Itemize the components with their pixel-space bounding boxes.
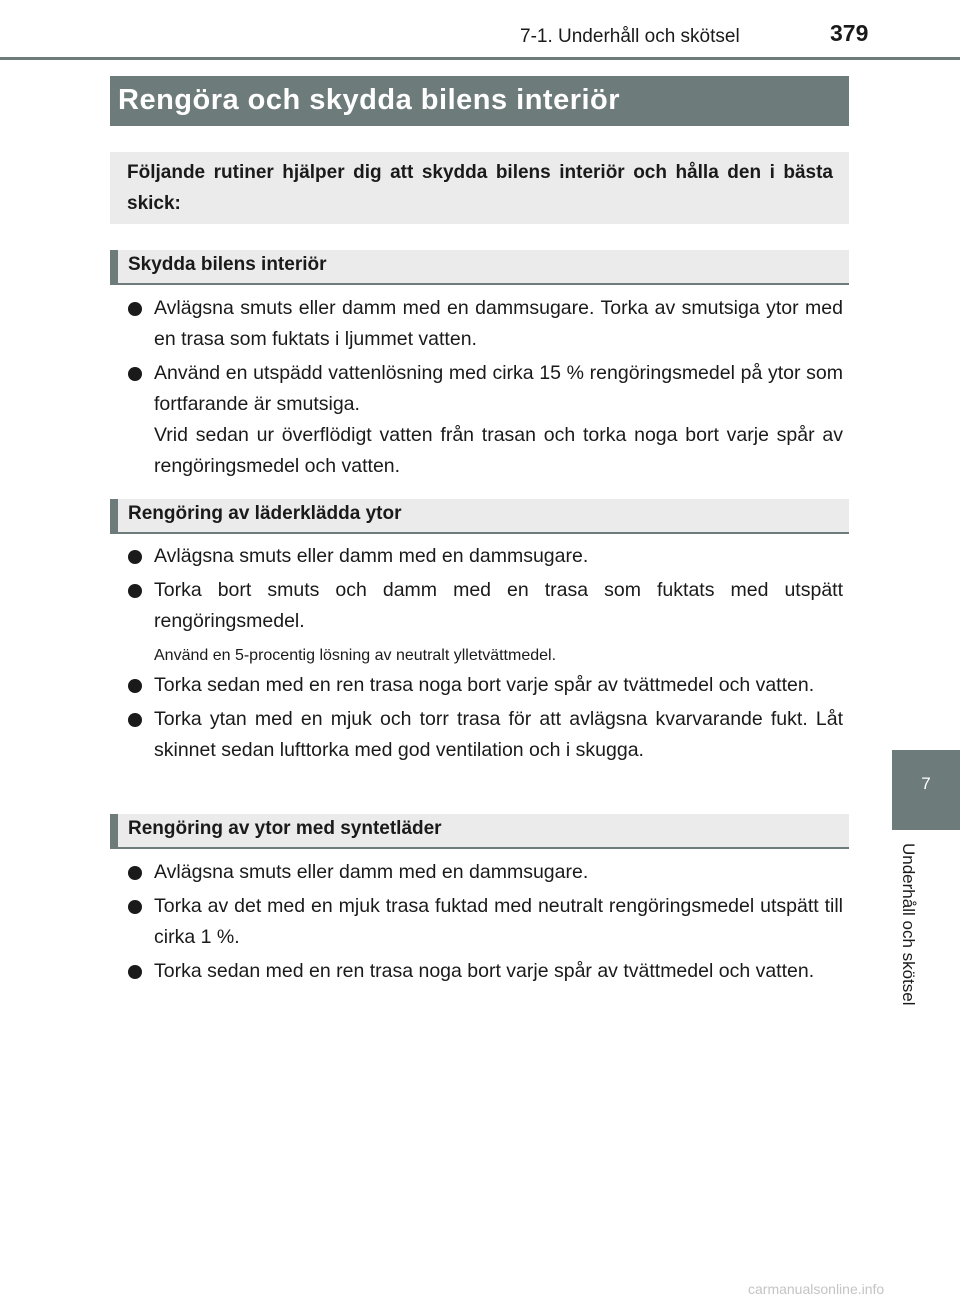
list-item-text: Torka ytan med en mjuk och torr trasa för att avlägsna kvarvarande fukt. Låt skinnet sedan lufttorka med god ventilation och i skugga. <box>154 708 843 761</box>
list-item <box>126 857 843 888</box>
watermark: carmanualsonline.info <box>748 1281 885 1297</box>
list-item <box>126 541 843 572</box>
bullet-icon <box>128 900 142 914</box>
list-item <box>126 891 843 953</box>
list-item-continuation: Vrid sedan ur överflödigt vatten från trasan och torka noga bort varje spår av rengöringsmedel och vatten. <box>154 424 843 477</box>
bullet-list-protect <box>126 293 843 485</box>
list-item <box>126 575 843 637</box>
list-item-text: Torka av det med en mjuk trasa fuktad med neutralt rengöringsmedel utspätt till cirka 1 %. <box>154 895 843 948</box>
list-item-text: Torka bort smuts och damm med en trasa som fuktats med utspätt rengöringsmedel. <box>154 579 843 632</box>
list-item-text: Torka sedan med en ren trasa noga bort varje spår av tvättmedel och vatten. <box>154 674 815 696</box>
chapter-tab-label: Underhåll och skötsel <box>899 843 918 1006</box>
section-heading-synthetic: Rengöring av ytor med syntetläder <box>110 814 849 849</box>
list-item-text: Torka sedan med en ren trasa noga bort varje spår av tvättmedel och vatten. <box>154 960 815 982</box>
list-item-text: Avlägsna smuts eller damm med en dammsugare. <box>154 545 589 567</box>
list-item <box>126 670 843 701</box>
list-item <box>126 293 843 355</box>
bullet-icon <box>128 367 142 381</box>
bullet-icon <box>128 679 142 693</box>
running-header-section: 7-1. Underhåll och skötsel <box>520 26 740 47</box>
bullet-list-leather-b <box>126 670 843 769</box>
page-title: Rengöra och skydda bilens interiör <box>110 76 849 126</box>
intro-box: Följande rutiner hjälper dig att skydda bilens interiör och hålla den i bästa skick: <box>110 152 849 224</box>
bullet-icon <box>128 584 142 598</box>
list-item <box>126 956 843 987</box>
list-item <box>126 358 843 482</box>
bullet-list-synthetic <box>126 857 843 990</box>
bullet-icon <box>128 302 142 316</box>
bullet-icon <box>128 866 142 880</box>
bullet-icon <box>128 965 142 979</box>
section-heading-leather: Rengöring av läderklädda ytor <box>110 499 849 534</box>
list-item <box>126 704 843 766</box>
bullet-icon <box>128 713 142 727</box>
header-divider <box>0 57 960 60</box>
list-item-text: Avlägsna smuts eller damm med en dammsugare. <box>154 861 589 883</box>
bullet-icon <box>128 550 142 564</box>
chapter-tab: 7 <box>892 750 960 830</box>
bullet-list-leather-a <box>126 541 843 640</box>
list-item-text: Avlägsna smuts eller damm med en dammsugare. Torka av smutsiga ytor med en trasa som fuktats i ljummet vatten. <box>154 297 843 350</box>
page-number: 379 <box>830 20 869 46</box>
section-heading-protect: Skydda bilens interiör <box>110 250 849 285</box>
detergent-note: Använd en 5-procentig lösning av neutralt ylletvättmedel. <box>154 647 557 664</box>
list-item-text: Använd en utspädd vattenlösning med cirka 15 % rengöringsmedel på ytor som fortfarande är smutsiga. <box>154 362 843 415</box>
